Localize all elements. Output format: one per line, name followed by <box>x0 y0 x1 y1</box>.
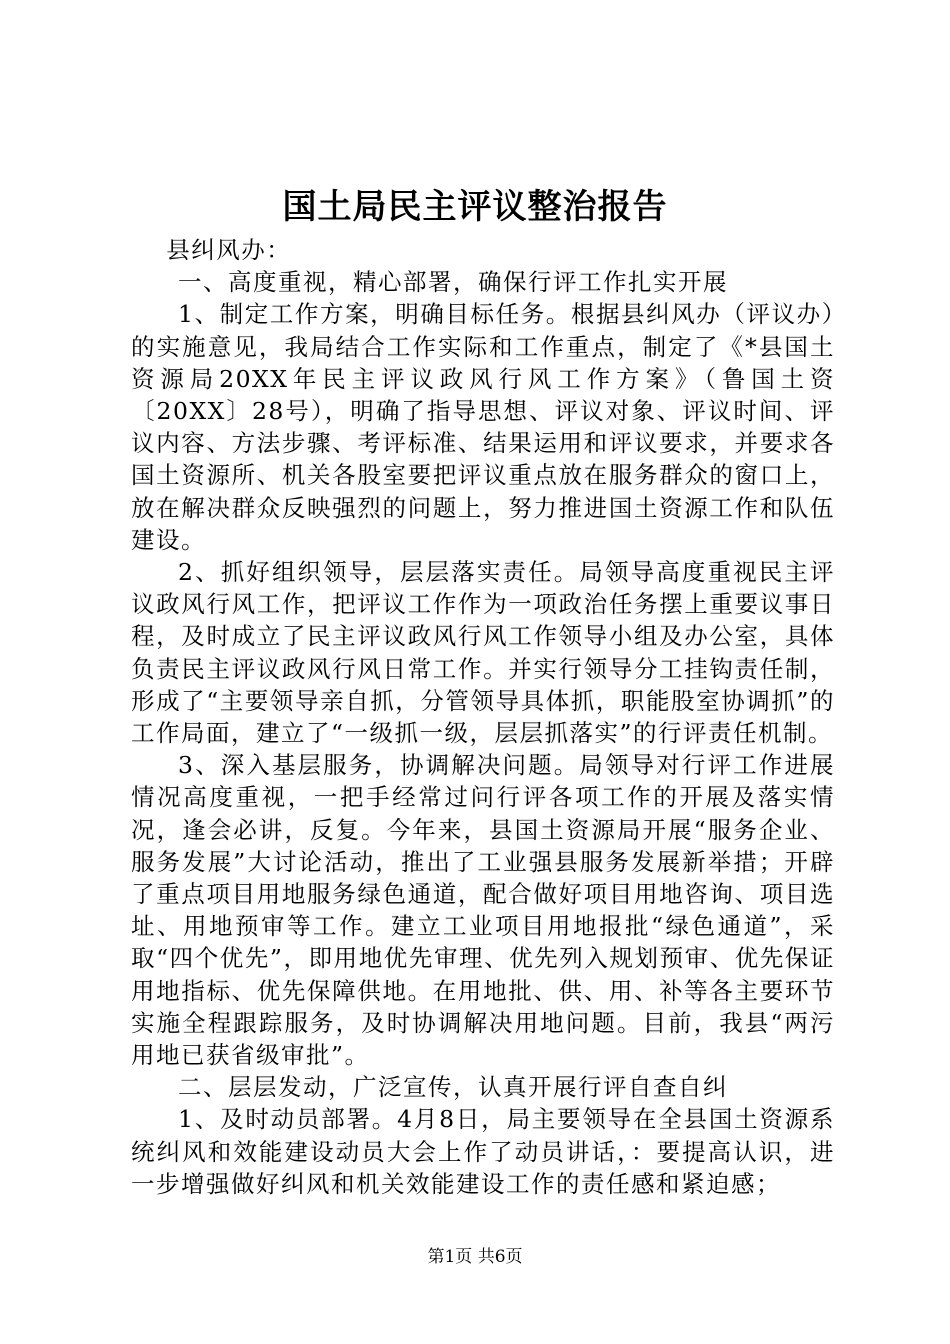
paragraph: 3、深入基层服务，协调解决问题。局领导对行评工作进展情况高度重视，一把手经常过问行评各项工作的开展及落实情况，逢会必讲，反复。今年来，县国土资源局开展“服务企业、服务发展”大讨论活动，推出了工业强县服务发展新举措；开辟了重点项目用地服务绿色通道，配合做好项目用地咨询、项目选址、用地预审等工作。建立工业项目用地报批“绿色通道”，采取“四个优先”，即用地优先审理、优先列入规划预审、优先保证用地指标、优先保障供地。在用地批、供、用、补等各主要环节实施全程跟踪服务，及时协调解决用地问题。目前，我县“两污用地已获省级审批”。 <box>131 751 835 1070</box>
document-title: 国土局民主评议整治报告 <box>282 187 668 227</box>
section-heading-2: 二、层层发动，广泛宣传，认真开展行评自查自纠 <box>178 1073 728 1102</box>
page-footer: 第1页 共6页 <box>427 1247 523 1267</box>
section-heading-1: 一、高度重视，精心部署，确保行评工作扎实开展 <box>178 268 728 297</box>
salutation: 县纠风办： <box>166 236 292 264</box>
paragraph: 1、及时动员部署。4月8日，局主要领导在全县国土资源系统纠风和效能建设动员大会上作了动员讲话，：要提高认识，进一步增强做好纠风和机关效能建设工作的责任感和紧迫感； <box>131 1105 835 1198</box>
paragraph: 1、制定工作方案，明确目标任务。根据县纠风办（评议办）的实施意见，我局结合工作实际和工作重点，制定了《*县国土资源局20XX年民主评议政风行风工作方案》（鲁国土资〔20XX〕28号），明确了指导思想、评议对象、评议时间、评议内容、方法步骤、考评标准、结果运用和评议要求，并要求各国土资源所、机关各股室要把评议重点放在服务群众的窗口上，放在解决群众反映强烈的问题上，努力推进国土资源工作和队伍建设。 <box>131 300 835 554</box>
document-body <box>131 234 835 1200</box>
paragraph: 2、抓好组织领导，层层落实责任。局领导高度重视民主评议政风行风工作，把评议工作作为一项政治任务摆上重要议事日程，及时成立了民主评议政风行风工作领导小组及办公室，具体负责民主评议政风行风日常工作。并实行领导分工挂钩责任制，形成了“主要领导亲自抓，分管领导具体抓，职能股室协调抓”的工作局面，建立了“一级抓一级，层层抓落实”的行评责任机制。 <box>131 558 835 748</box>
